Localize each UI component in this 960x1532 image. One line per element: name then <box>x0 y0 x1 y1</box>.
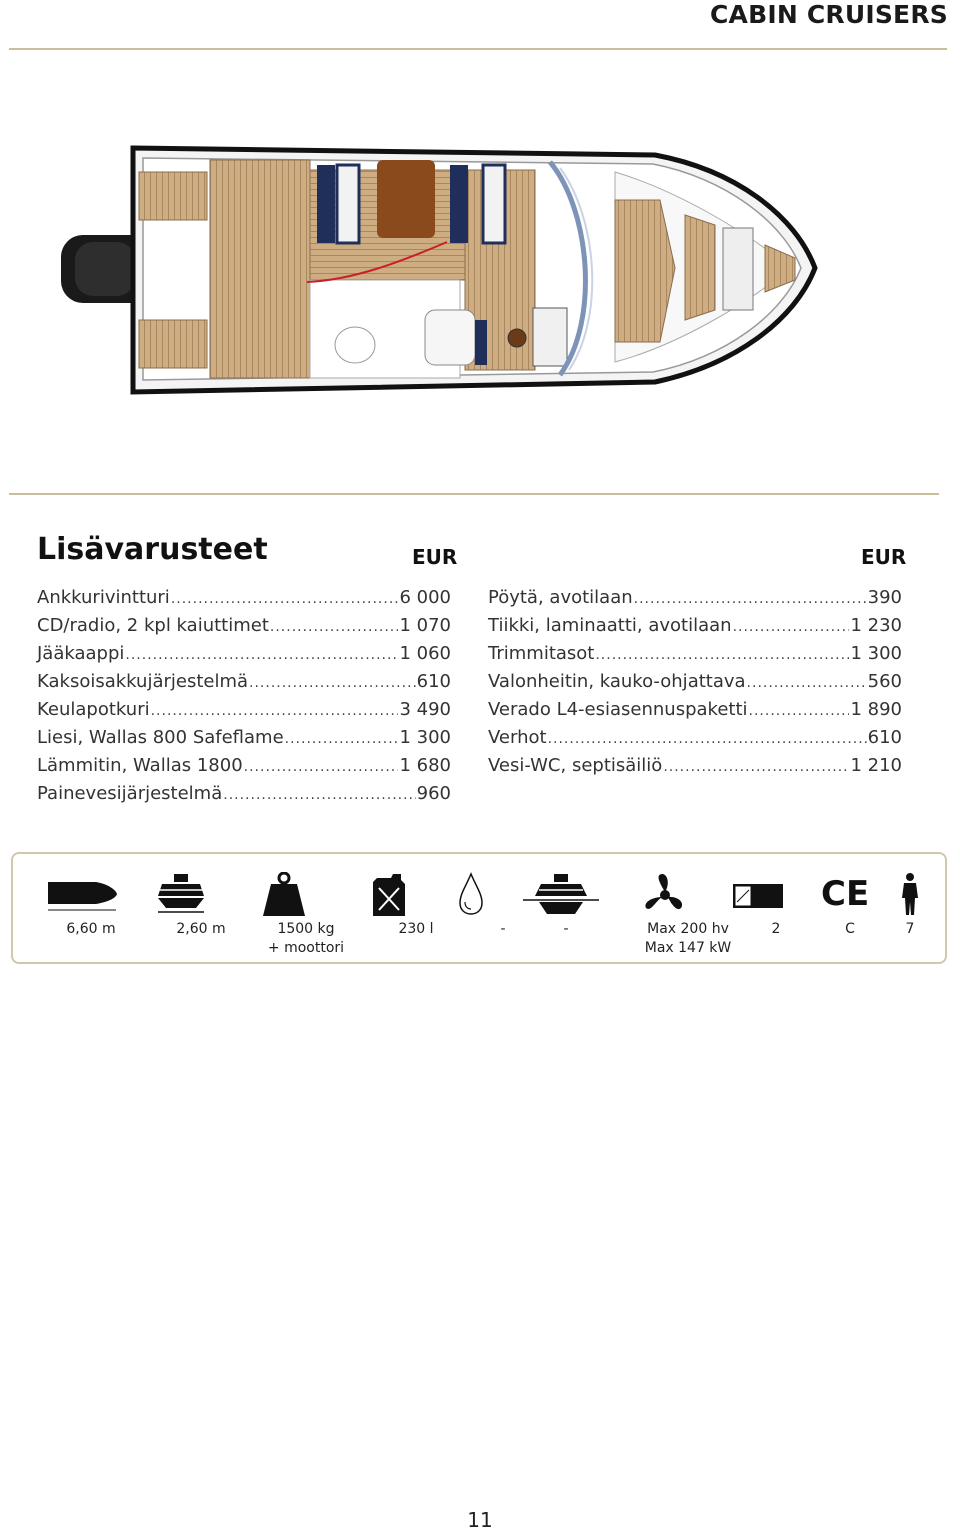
accessory-item: Keulapotkuri ..... 3 490 <box>37 699 451 727</box>
spec-draft <box>521 854 611 964</box>
spec-weight-note: + moottori <box>267 940 345 956</box>
boat-beam-icon <box>156 872 206 916</box>
spec-weight <box>261 854 351 964</box>
propeller-icon <box>643 872 687 918</box>
accessory-item: Verhot ..... 610 <box>488 727 902 755</box>
ce-mark-icon: CE <box>821 874 870 914</box>
accessory-item: Tiikki, laminaatti, avotilaan ..... 1 230 <box>488 615 902 643</box>
weight-icon <box>261 872 307 918</box>
accessory-item: CD/radio, 2 kpl kaiuttimet ..... 1 070 <box>37 615 451 643</box>
spec-persons-value: 7 <box>905 921 915 937</box>
accessories-title: Lisävarusteet <box>37 532 268 567</box>
boat-draft-icon <box>521 872 601 918</box>
spec-engine-hp: Max 200 hv <box>647 921 729 937</box>
section-divider <box>9 493 939 495</box>
accessory-item: Painevesijärjestelmä ..... 960 <box>37 783 451 811</box>
spec-engine <box>643 854 733 964</box>
person-icon <box>900 872 920 916</box>
spec-persons <box>900 854 960 964</box>
spec-weight-value: 1500 kg <box>277 921 335 937</box>
accessory-item: Trimmitasot ..... 1 300 <box>488 643 902 671</box>
accessory-item: Vesi-WC, septisäiliö ..... 1 210 <box>488 755 902 783</box>
boat-top-view-illustration <box>55 130 825 405</box>
spec-berths <box>731 854 821 964</box>
header-title: CABIN CRUISERS <box>709 0 948 29</box>
accessory-item: Jääkaappi ..... 1 060 <box>37 643 451 671</box>
accessory-list-right <box>488 587 902 783</box>
spec-engine-kw: Max 147 kW <box>644 940 732 956</box>
accessory-item: Valonheitin, kauko-ohjattava ..... 560 <box>488 671 902 699</box>
accessory-list-left <box>37 587 451 811</box>
hull-length-icon <box>46 872 118 912</box>
specifications-box <box>11 852 947 964</box>
spec-fuel <box>371 854 461 964</box>
currency-label-left: EUR <box>412 545 458 569</box>
accessory-item: Verado L4-esiasennuspaketti ..... 1 890 <box>488 699 902 727</box>
accessory-item: Lämmitin, Wallas 1800 ..... 1 680 <box>37 755 451 783</box>
spec-ce-category <box>821 854 911 964</box>
accessory-item: Pöytä, avotilaan ..... 390 <box>488 587 902 615</box>
spec-length <box>46 854 136 964</box>
page-number: 11 <box>467 1508 493 1532</box>
currency-label-right: EUR <box>861 545 907 569</box>
fuel-can-icon <box>371 872 407 918</box>
header-divider <box>9 48 947 50</box>
spec-berths-value: 2 <box>771 921 781 937</box>
spec-length-value: 6,60 m <box>66 921 116 937</box>
berth-icon <box>731 872 785 912</box>
spec-beam-value: 2,60 m <box>176 921 226 937</box>
accessory-item: Kaksoisakkujärjestelmä ..... 610 <box>37 671 451 699</box>
accessory-item: Ankkurivintturi ..... 6 000 <box>37 587 451 615</box>
spec-fuel-value: 230 l <box>398 921 434 937</box>
spec-water-value: - <box>500 921 506 937</box>
water-drop-icon <box>458 872 484 916</box>
accessory-item: Liesi, Wallas 800 Safeflame ..... 1 300 <box>37 727 451 755</box>
spec-ce-value: C <box>845 921 855 937</box>
spec-draft-value: - <box>563 921 569 937</box>
